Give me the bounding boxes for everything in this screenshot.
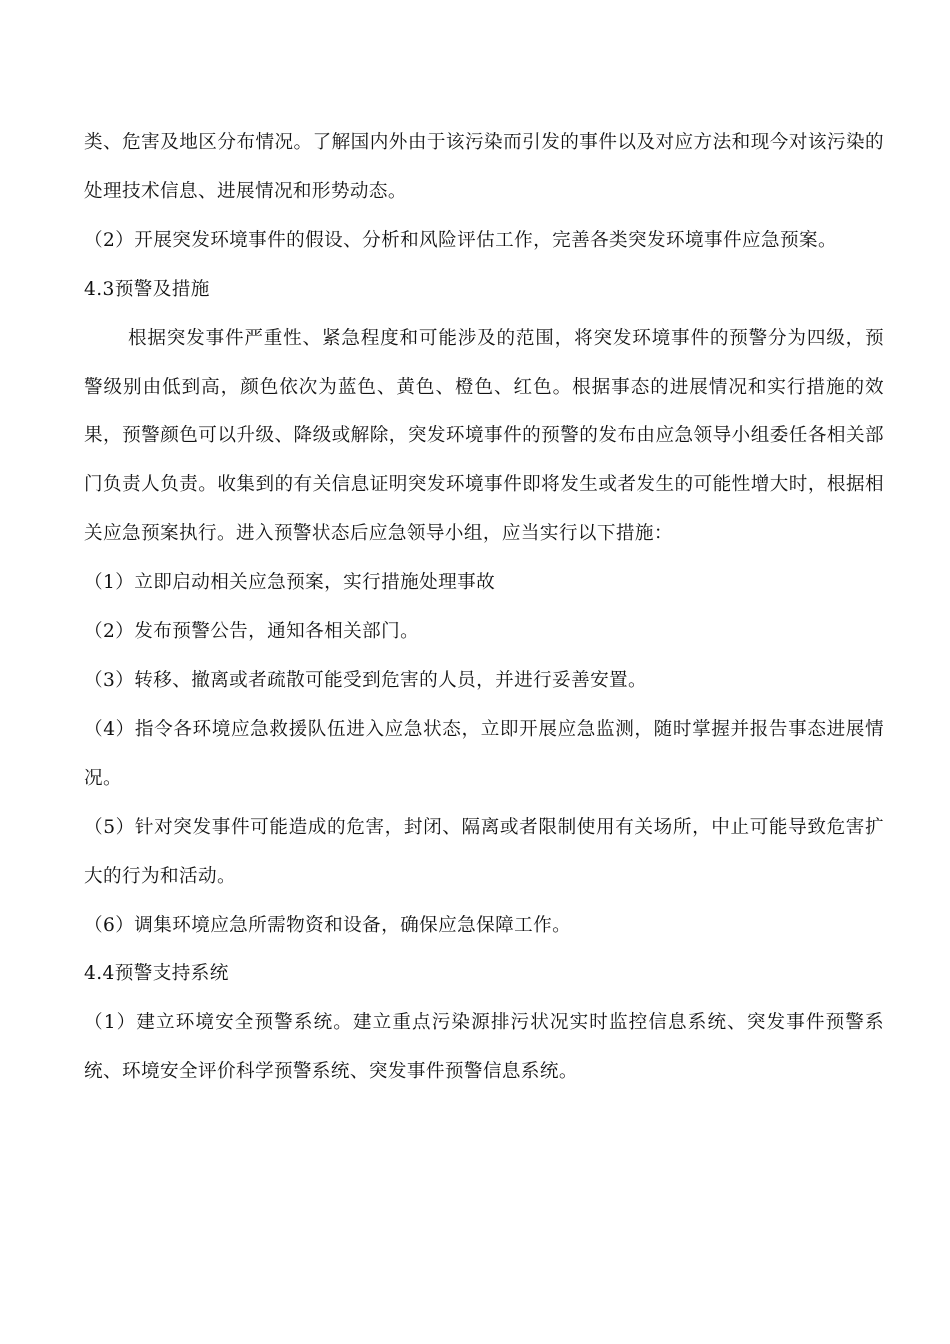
section-heading-4-4: 4.4预警支持系统	[84, 963, 229, 985]
list-item-measure-3: （3）转移、撤离或者疏散可能受到危害的人员，并进行妥善安置。	[84, 669, 648, 691]
section-heading-4-3: 4.3预警及措施	[84, 278, 210, 300]
paragraph-warning-levels: 根据突发事件严重性、紧急程度和可能涉及的范围，将突发环境事件的预警分为四级，预警级别由低到高，颜色依次为蓝色、黄色、橙色、红色。根据事态的进展情况和实行措施的效果，预警颜色可以升级、降级或解除，突发环境事件的预警的发布由应急领导小组委任各相关部门负责人负责。收集到的有关信息证明突发环境事件即将发生或者发生的可能性增大时，根据相关应急预案执行。进入预警状态后应急领导小组，应当实行以下措施：	[84, 327, 884, 545]
paragraph-warning-system-1: （1）建立环境安全预警系统。建立重点污染源排污状况实时监控信息系统、突发事件预警系统、环境安全评价科学预警系统、突发事件预警信息系统。	[84, 1012, 884, 1083]
list-item-measure-2: （2）发布预警公告，通知各相关部门。	[84, 621, 420, 643]
list-item-measure-1: （1）立即启动相关应急预案，实行措施处理事故	[84, 572, 496, 594]
list-item-measure-5: （5）针对突发事件可能造成的危害，封闭、隔离或者限制使用有关场所，中止可能导致危害扩大的行为和活动。	[84, 816, 884, 887]
paragraph-pollution-info: 类、危害及地区分布情况。了解国内外由于该污染而引发的事件以及对应方法和现今对该污染的处理技术信息、进展情况和形势动态。	[84, 132, 884, 202]
paragraph-item-2-risk-assessment: （2）开展突发环境事件的假设、分析和风险评估工作，完善各类突发环境事件应急预案。	[84, 229, 837, 251]
document-body	[84, 119, 884, 1097]
list-item-measure-4: （4）指令各环境应急救援队伍进入应急状态，立即开展应急监测，随时掌握并报告事态进展情况。	[84, 718, 884, 789]
list-item-measure-6: （6）调集环境应急所需物资和设备，确保应急保障工作。	[84, 914, 572, 936]
